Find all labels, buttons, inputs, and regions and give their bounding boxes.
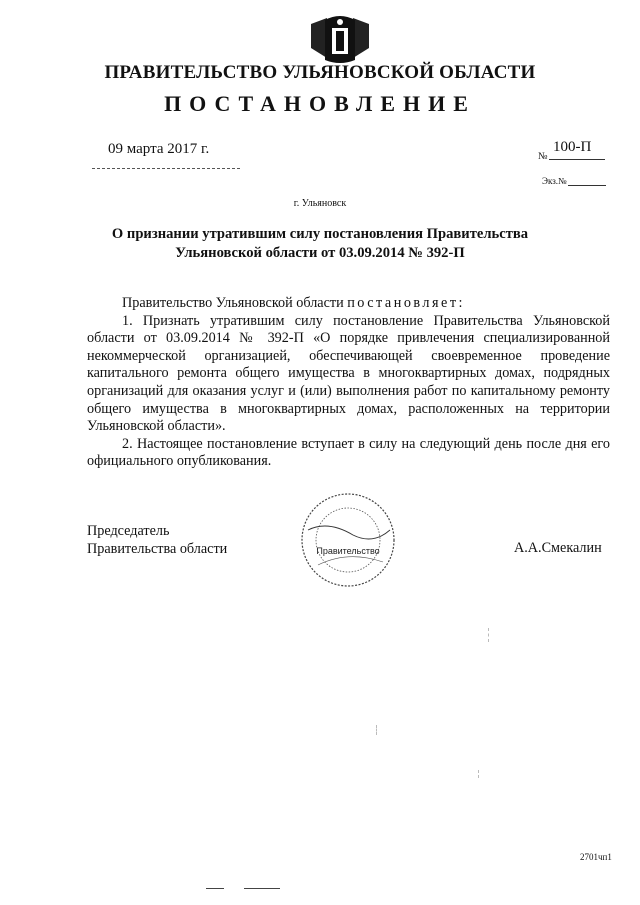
- copy-number-label: Экз.№: [542, 176, 567, 186]
- official-seal-icon: [298, 490, 398, 590]
- document-code: 2701чп1: [580, 852, 612, 862]
- scan-mark: [488, 628, 489, 642]
- position-line-1: Председатель: [87, 523, 170, 539]
- number-underline: [549, 159, 605, 160]
- paragraph-2: 2. Настоящее постановление вступает в силу на следующий день после дня его официального опубликования.: [87, 435, 610, 470]
- intro-verb: постановляет:: [347, 295, 465, 311]
- footer-line: [206, 888, 224, 889]
- intro-lead: Правительство Ульяновской области: [122, 295, 344, 311]
- city-name: г. Ульяновск: [293, 198, 347, 209]
- scan-mark: [478, 770, 479, 778]
- intro-paragraph: [87, 295, 610, 313]
- document-number: 100-П: [553, 139, 592, 155]
- paragraph-1: 1. Признать утратившим силу постановление Правительства Ульяновской области от 03.09.2014 № 392-П «О порядке привлечения специализированной некоммерческой организацией, обеспечивающей своевременное проведение капитального ремонта общего имущества в многоквартирных домах, подрядных организаций для оказания услуг и (или) выполнения работ по капитальному ремонту общего имущества в многоквартирных домах, расположенных на территории Ульяновской области».: [87, 312, 610, 435]
- document-subject: [100, 225, 540, 263]
- seal-text: Правительство: [316, 546, 380, 556]
- number-prefix: №: [538, 151, 548, 162]
- coat-of-arms-icon: [305, 14, 375, 66]
- footer-line: [244, 888, 280, 889]
- position-line-2: Правительства области: [87, 541, 228, 557]
- date-underline: [92, 168, 240, 169]
- document-type-title: ПОСТАНОВЛЕНИЕ: [164, 91, 476, 116]
- government-name: ПРАВИТЕЛЬСТВО УЛЬЯНОВСКОЙ ОБЛАСТИ: [104, 62, 536, 83]
- scan-mark: [376, 725, 377, 735]
- copy-number-underline: [568, 185, 606, 186]
- subject-line-1: О признании утратившим силу постановления Правительства: [111, 226, 529, 242]
- signatory-position: [87, 522, 227, 558]
- document-body: [87, 295, 610, 471]
- signatory-name: А.А.Смекалин: [514, 540, 602, 556]
- document-date: 09 марта 2017 г.: [108, 141, 210, 157]
- subject-line-2: Ульяновской области от 03.09.2014 № 392-П: [175, 245, 465, 261]
